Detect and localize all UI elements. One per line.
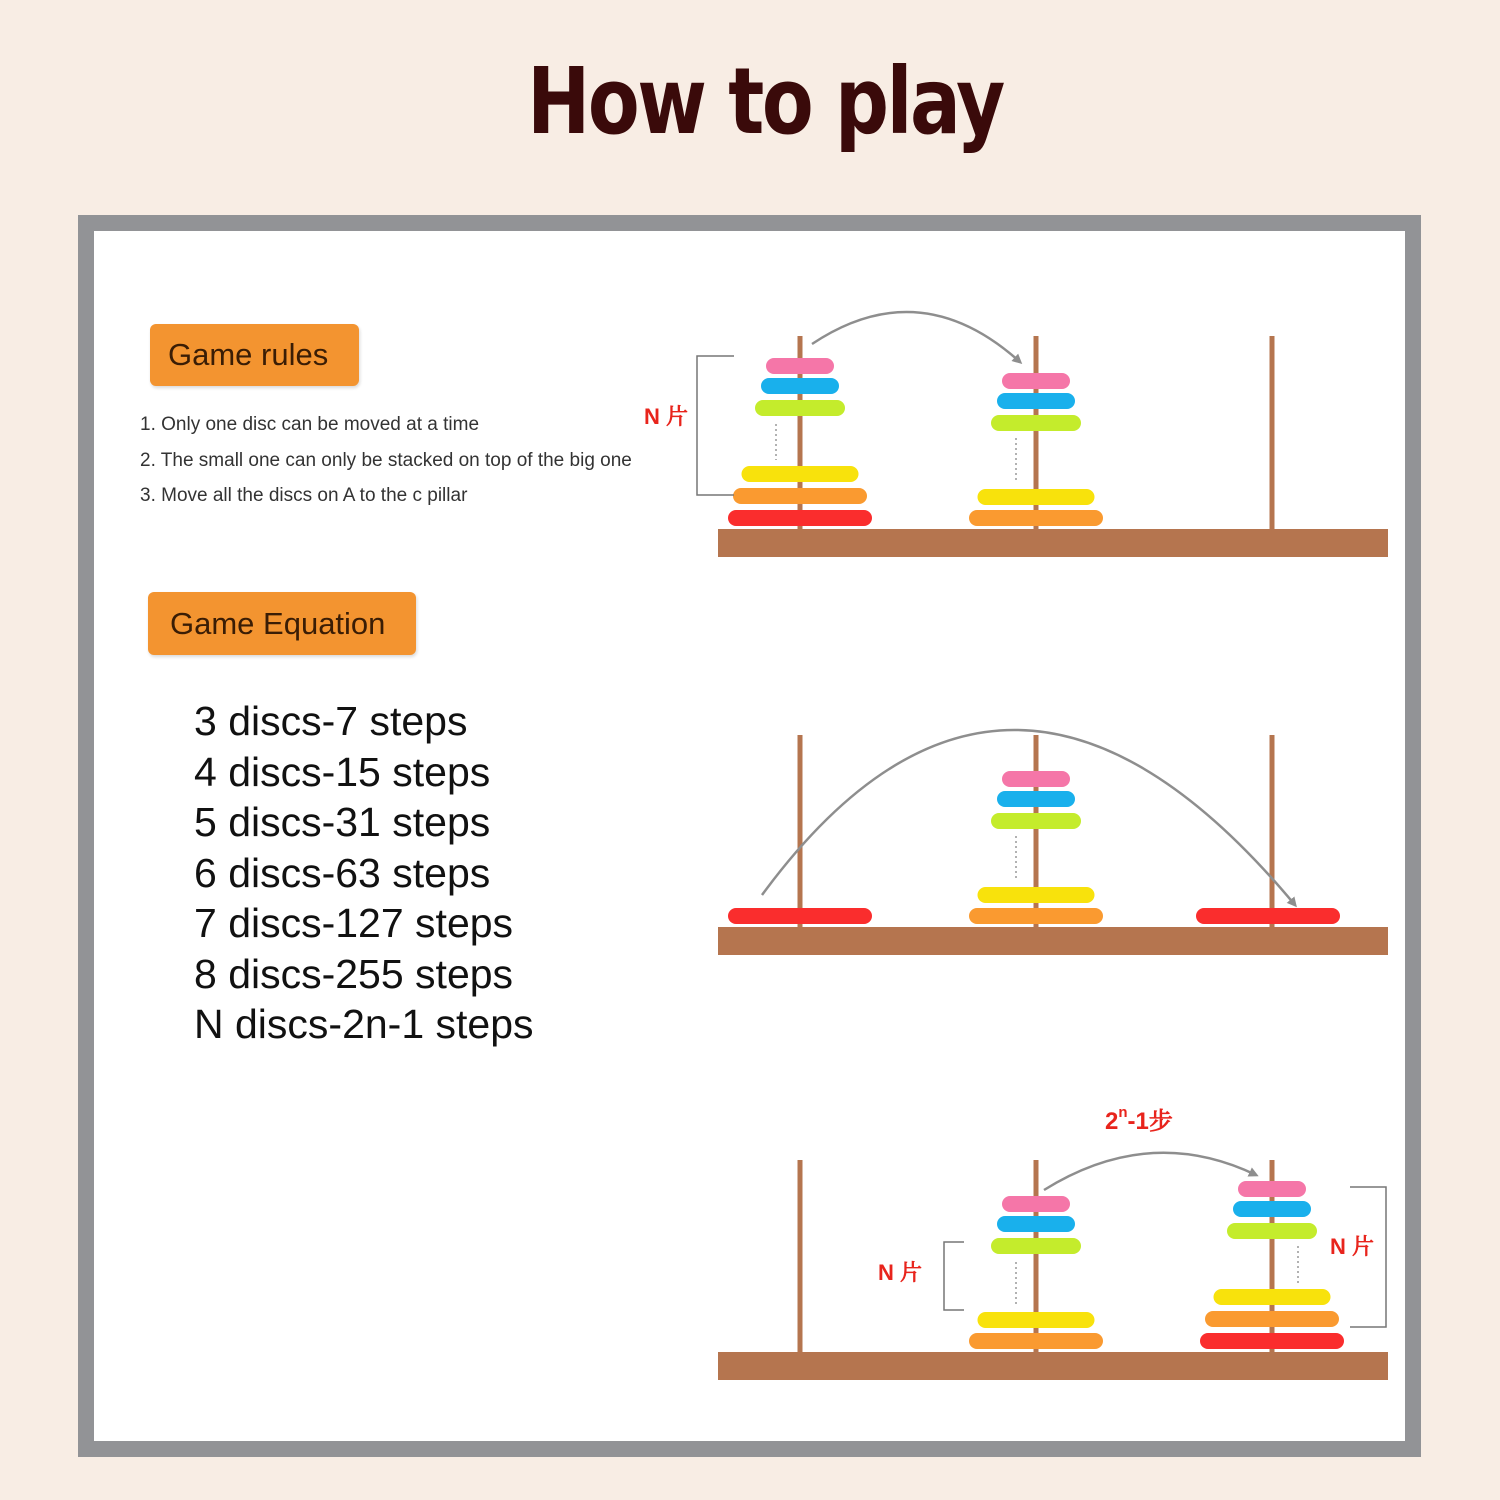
disc	[997, 791, 1075, 807]
rule-item: 3. Move all the discs on A to the c pillar	[140, 485, 468, 506]
equation-item: 8 discs-255 steps	[194, 950, 514, 997]
disc	[978, 887, 1095, 903]
disc	[1205, 1311, 1339, 1327]
disc	[1238, 1181, 1306, 1197]
game-equation-heading: Game Equation	[170, 605, 386, 641]
equation-item: 7 discs-127 steps	[194, 900, 514, 946]
disc	[978, 489, 1095, 505]
rule-item: 2. The small one can only be stacked on top of the big one	[140, 449, 632, 471]
disc	[733, 488, 867, 504]
disc	[728, 510, 872, 526]
disc	[997, 393, 1075, 409]
disc	[997, 1216, 1075, 1232]
disc	[766, 358, 834, 374]
rule-item: 1. Only one disc can be moved at a time	[140, 414, 480, 435]
disc	[755, 400, 845, 416]
equation-item: 6 discs-63 steps	[194, 849, 491, 896]
disc	[1002, 373, 1070, 389]
equation-item: 3 discs-7 steps	[194, 698, 468, 744]
wooden-peg	[798, 1160, 803, 1352]
diagram-final-move	[718, 1104, 1388, 1380]
disc	[728, 908, 872, 924]
bracket-line	[697, 356, 734, 495]
equation-item: 5 discs-31 steps	[194, 799, 491, 845]
disc	[1002, 1196, 1070, 1212]
disc	[969, 1333, 1103, 1349]
game-rules-heading: Game rules	[168, 337, 329, 372]
wooden-base	[718, 1352, 1388, 1380]
disc	[1233, 1201, 1311, 1217]
diagram-initial-move	[644, 312, 1388, 557]
page-title: How to play	[527, 48, 1003, 155]
move-arrow	[1044, 1153, 1256, 1190]
equation-item: N discs-2n-1 steps	[194, 1001, 534, 1047]
disc	[1227, 1223, 1317, 1239]
equation-item: 4 discs-15 steps	[194, 748, 491, 795]
disc	[991, 415, 1081, 431]
n-discs-label: N 片	[878, 1260, 923, 1285]
disc	[1200, 1333, 1344, 1349]
wooden-base	[718, 529, 1388, 557]
n-discs-label: N 片	[644, 404, 689, 429]
diagram-largest-disc-move	[718, 730, 1388, 955]
wooden-base	[718, 927, 1388, 955]
disc	[742, 466, 859, 482]
disc	[991, 1238, 1081, 1254]
disc	[1002, 771, 1070, 787]
bracket-line	[944, 1242, 964, 1310]
wooden-peg	[798, 735, 803, 927]
disc	[761, 378, 839, 394]
steps-formula-label: 2$^n$-1步	[1105, 1104, 1173, 1135]
disc	[969, 510, 1103, 526]
wooden-peg	[1270, 336, 1275, 529]
move-arrow	[812, 312, 1020, 362]
disc	[991, 813, 1081, 829]
n-discs-label: N 片	[1330, 1234, 1375, 1259]
disc	[1214, 1289, 1331, 1305]
disc	[969, 908, 1103, 924]
disc	[978, 1312, 1095, 1328]
wooden-peg	[1270, 735, 1275, 927]
disc	[1196, 908, 1340, 924]
